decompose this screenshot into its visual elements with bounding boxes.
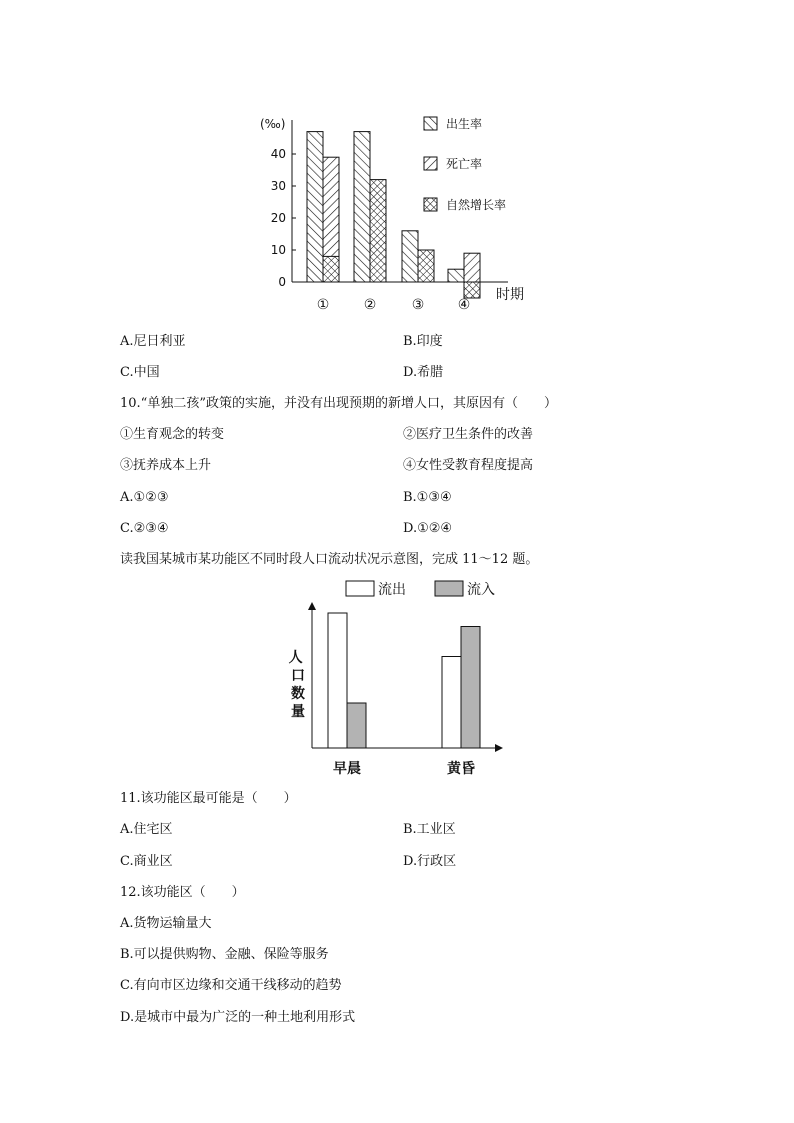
y-axis-label-text: 人 [288, 650, 303, 666]
q11-option-a[interactable]: A.住宅区 [120, 822, 173, 837]
category-label: 黄昏 [447, 761, 475, 777]
legend [346, 581, 495, 598]
bar-birth-rate [402, 231, 418, 282]
legend-swatch-inflow [435, 581, 463, 596]
q9-option-c[interactable]: C.中国 [120, 365, 160, 380]
population-rate-chart [250, 108, 550, 320]
q10-option-a[interactable]: A.①②③ [120, 490, 169, 505]
q12-option-d[interactable]: D.是城市中最为广泛的一种土地利用形式 [120, 1010, 356, 1025]
bar-inflow [347, 703, 366, 748]
category-label: ③ [411, 297, 425, 313]
q10-statement-2: ②医疗卫生条件的改善 [403, 427, 534, 442]
bar-inflow [461, 627, 480, 749]
q10-option-b[interactable]: B.①③④ [403, 490, 452, 505]
y-axis-label-char: 数 [291, 686, 305, 702]
bar-death-rate [464, 253, 480, 282]
y-tick-label: 10 [270, 243, 286, 257]
q11-option-b[interactable]: B.工业区 [403, 822, 456, 837]
x-axis-label: 时期 [496, 287, 524, 303]
y-unit-label: (‰) [260, 117, 286, 131]
bar-birth-rate [307, 132, 323, 282]
q10-statement-3: ③抚养成本上升 [120, 458, 212, 473]
q10-statement-4: ④女性受教育程度提高 [403, 458, 534, 473]
q9-option-b[interactable]: B.印度 [403, 334, 443, 349]
y-tick-label: 40 [270, 147, 286, 161]
legend-label-natural-growth-rate: 自然增长率 [446, 198, 507, 212]
bar-natural-growth-rate [323, 256, 339, 282]
q12-stem: 12.该功能区（ ） [120, 885, 245, 900]
category-label: ④ [457, 297, 471, 313]
q9-option-d[interactable]: D.希腊 [403, 365, 444, 380]
q10-stem: 10.“单独二孩”政策的实施，并没有出现预期的新增人口，其原因有（ ） [120, 396, 557, 411]
figure-intro: 读我国某城市某功能区不同时段人口流动状况示意图，完成 11～12 题。 [120, 552, 539, 567]
category-label: 早晨 [333, 761, 361, 777]
y-axis-label-char: 口 [291, 668, 305, 684]
bar-birth-rate [448, 269, 464, 282]
bar-natural-growth-rate [464, 282, 480, 298]
bar-outflow [442, 657, 461, 749]
bar-natural-growth-rate [370, 180, 386, 282]
q11-option-c[interactable]: C.商业区 [120, 854, 173, 869]
q10-option-c[interactable]: C.②③④ [120, 521, 169, 536]
y-axis-label [289, 650, 308, 720]
bar-outflow [328, 613, 347, 748]
q11-stem: 11.该功能区最可能是（ ） [120, 791, 297, 806]
bar-natural-growth-rate [418, 250, 434, 282]
q12-option-b[interactable]: B.可以提供购物、金融、保险等服务 [120, 947, 329, 962]
y-axis-label-char: 量 [291, 704, 305, 720]
legend-label-death-rate: 死亡率 [446, 157, 483, 171]
y-tick-label: 20 [270, 211, 286, 225]
bar-birth-rate [354, 132, 370, 282]
legend-swatch-outflow [346, 581, 374, 596]
legend-label-birth-rate: 出生率 [446, 117, 483, 131]
q12-option-c[interactable]: C.有向市区边缘和交通干线移动的趋势 [120, 978, 342, 993]
legend-swatch-birth-rate [424, 117, 437, 130]
legend-swatch-natural-growth-rate [424, 198, 437, 211]
legend-swatch-death-rate [424, 157, 437, 170]
legend [424, 116, 506, 212]
legend-label-outflow: 流出 [378, 582, 406, 598]
q11-option-d[interactable]: D.行政区 [403, 854, 457, 869]
y-tick-label: 30 [270, 179, 286, 193]
category-label: ① [316, 297, 330, 313]
legend-label-inflow: 流入 [467, 582, 495, 598]
q9-option-a[interactable]: A.尼日利亚 [120, 334, 186, 349]
q10-statement-1: ①生育观念的转变 [120, 427, 225, 442]
population-flow-chart [285, 576, 525, 782]
q10-option-d[interactable]: D.①②④ [403, 521, 453, 536]
q12-option-a[interactable]: A.货物运输量大 [120, 916, 212, 931]
category-label: ② [363, 297, 377, 313]
y-tick-label: 0 [278, 275, 286, 289]
